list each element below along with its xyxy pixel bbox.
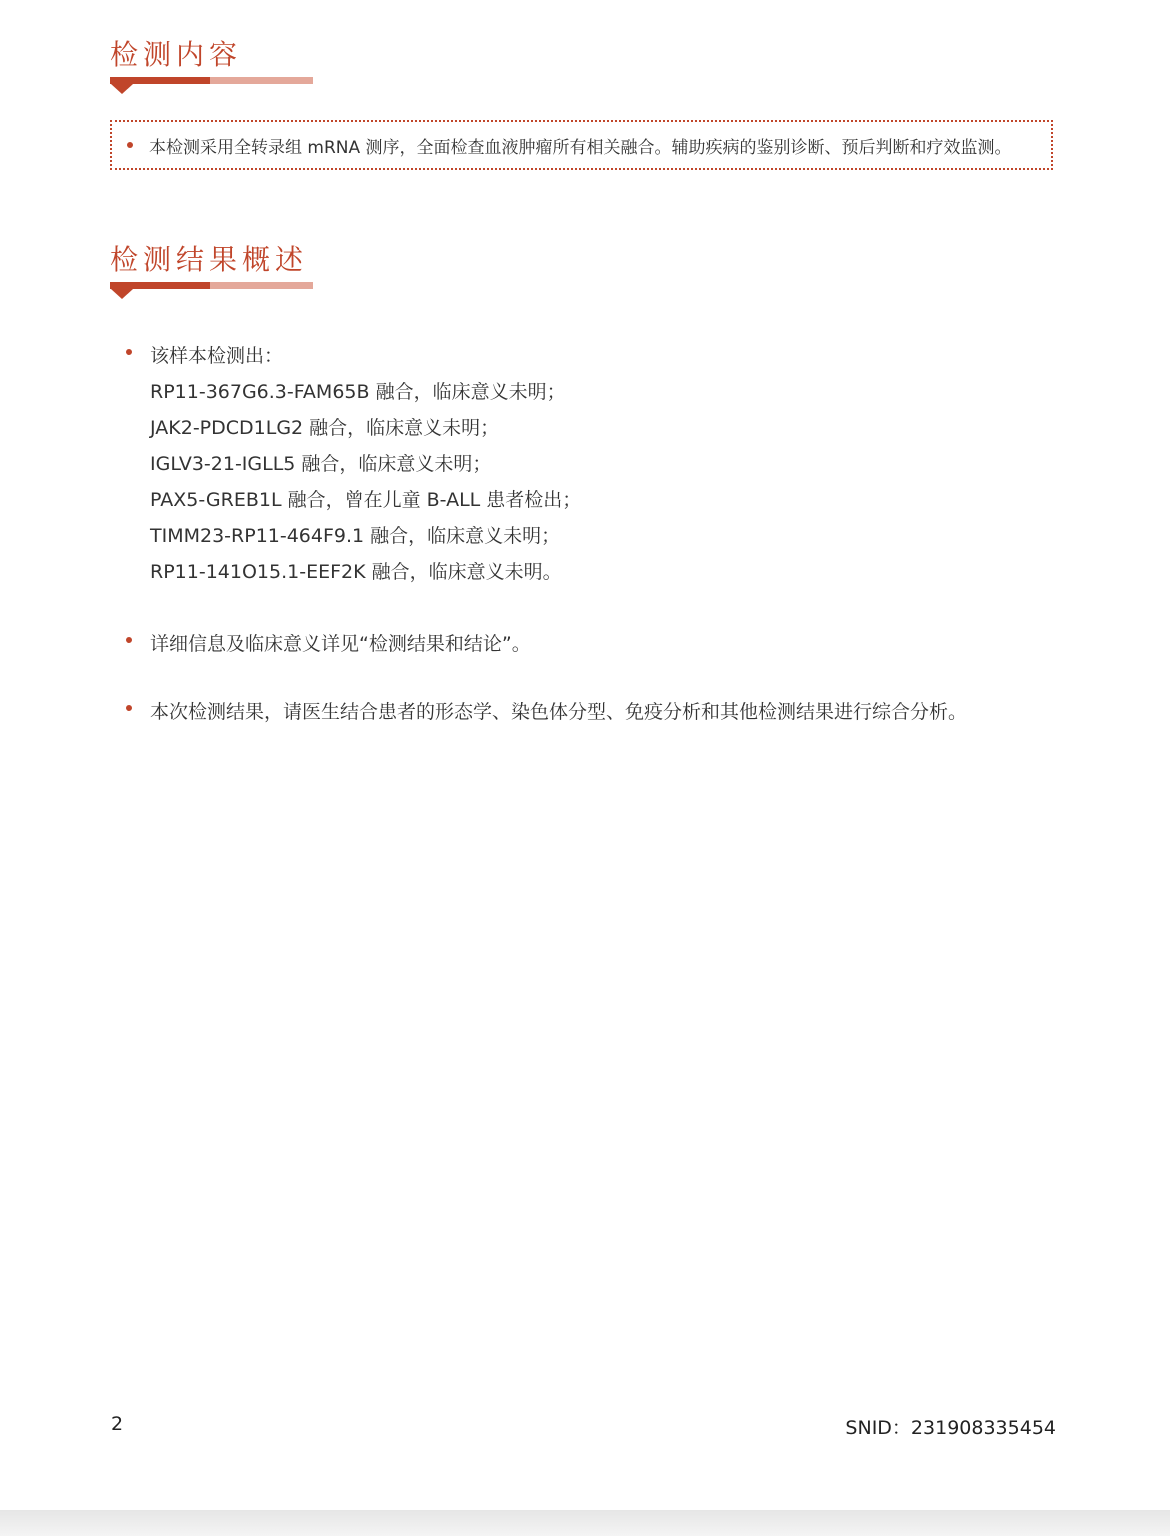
test-description-box — [110, 120, 1053, 170]
snid-label: SNID：231908335454 — [845, 1417, 1056, 1439]
advice-note-item — [126, 694, 967, 730]
fusion-item: RP11-367G6.3-FAM65B 融合，临床意义未明； — [150, 381, 566, 403]
detail-note-item — [126, 626, 531, 662]
heading-pointer-icon — [111, 289, 133, 299]
heading-underline — [110, 77, 313, 84]
fusion-item: IGLV3-21-IGLL5 融合，临床意义未明； — [150, 453, 492, 475]
page-number: 2 — [111, 1413, 124, 1435]
bullet-icon — [126, 349, 132, 355]
fusion-item: TIMM23-RP11-464F9.1 融合，临床意义未明； — [150, 525, 561, 547]
heading-pointer-icon — [111, 84, 133, 94]
detail-note-text: 详细信息及临床意义详见“检测结果和结论”。 — [150, 633, 531, 655]
fusion-item: RP11-141O15.1-EEF2K 融合，临床意义未明。 — [150, 561, 562, 583]
findings-intro: 该样本检测出： — [150, 345, 284, 367]
section-title: 检测内容 — [110, 38, 243, 71]
bullet-icon — [126, 637, 132, 643]
underline-light-segment — [210, 282, 313, 289]
test-description-text: 本检测采用全转录组 mRNA 测序，全面检查血液肿瘤所有相关融合。辅助疾病的鉴别诊断、预后判断和疗效监测。 — [149, 137, 1012, 158]
underline-dark-segment — [110, 77, 210, 84]
page-bottom-edge — [0, 1510, 1170, 1536]
bullet-icon — [126, 705, 132, 711]
bullet-icon — [127, 142, 133, 148]
section-title: 检测结果概述 — [110, 243, 309, 276]
underline-light-segment — [210, 77, 313, 84]
fusion-item: JAK2-PDCD1LG2 融合，临床意义未明； — [150, 417, 500, 439]
section-heading-test-content — [110, 38, 315, 84]
findings-list — [126, 338, 581, 590]
heading-underline — [110, 282, 313, 289]
fusion-item: PAX5-GREB1L 融合，曾在儿童 B-ALL 患者检出； — [150, 489, 582, 511]
advice-note-text: 本次检测结果，请医生结合患者的形态学、染色体分型、免疫分析和其他检测结果进行综合分析。 — [150, 701, 968, 723]
section-heading-result-summary — [110, 243, 315, 289]
underline-dark-segment — [110, 282, 210, 289]
